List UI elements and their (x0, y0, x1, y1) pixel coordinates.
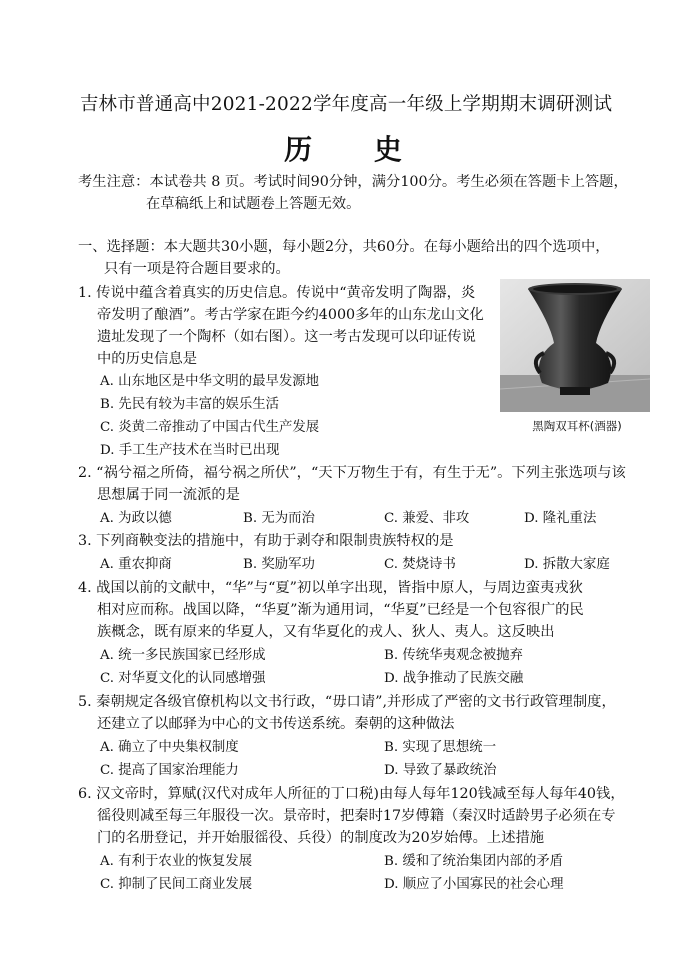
q2-stem-line: 思想属于同一流派的是 (97, 487, 240, 503)
q3-option-a: A. 重农抑商 (100, 557, 172, 572)
q1-stem-line: 中的历史信息是 (97, 351, 198, 367)
q3-option-d: D. 拆散大家庭 (524, 557, 610, 572)
q6-option-a: A. 有利于农业的恢复发展 (100, 854, 253, 869)
q2-option-a: A. 为政以德 (100, 511, 172, 526)
q6-stem-line: 徭役则减至每三年服役一次。景帝时，把秦时17岁傅籍（秦汉时适龄男子必须在专 (97, 808, 616, 824)
q1-option-a: A. 山东地区是中华文明的最早发源地 (100, 374, 320, 389)
subject-title: 历 史 (284, 133, 428, 166)
q6-option-d: D. 顺应了小国寡民的社会心理 (384, 877, 564, 892)
notice-line-2: 在草稿纸上和试题卷上答题无效。 (146, 196, 361, 212)
q5-option-b: B. 实现了思想统一 (384, 740, 497, 755)
q4-stem-line: 4. 战国以前的文献中，“华”与“夏”初以单字出现，皆指中原人，与周边蛮夷戎狄 (78, 580, 583, 596)
q5-option-c: C. 提高了国家治理能力 (100, 763, 239, 778)
q1-stem-line: 遗址发现了一个陶杯（如右图）。这一考古发现可以印证传说 (97, 329, 476, 345)
q1-stem-line: 1. 传说中蕴含着真实的历史信息。传说中“黄帝发明了陶器，炎 (78, 285, 476, 301)
q6-option-c: C. 抑制了民间工商业发展 (100, 877, 253, 892)
q2-option-d: D. 隆礼重法 (524, 511, 597, 526)
q6-stem-line: 门的名册登记，并开始服徭役、兵役）的制度改为20岁始傅。上述措施 (97, 830, 545, 846)
q5-stem-line: 5. 秦朝规定各级官僚机构以文书行政，“毋口请”,并形成了严密的文书行政管理制度， (78, 694, 616, 710)
q3-stem-line: 3. 下列商鞅变法的措施中，有助于剥夺和限制贵族特权的是 (78, 533, 454, 549)
q2-option-b: B. 无为而治 (243, 511, 315, 526)
q1-stem-line: 帝发明了酿酒”。考古学家在距今约4000多年的山东龙山文化 (97, 307, 484, 323)
notice-line-1: 考生注意：本试卷共 8 页。考试时间90分钟，满分100分。考生必须在答题卡上答题， (78, 174, 628, 190)
q4-option-c: C. 对华夏文化的认同感增强 (100, 671, 266, 686)
q1-option-d: D. 手工生产技术在当时已出现 (100, 443, 280, 458)
pottery-cup-photo (500, 279, 650, 412)
q6-option-b: B. 缓和了统治集团内部的矛盾 (384, 854, 564, 869)
q4-option-b: B. 传统华夷观念被抛弃 (384, 648, 523, 663)
q1-option-b: B. 先民有较为丰富的娱乐生活 (100, 397, 280, 412)
q5-stem-line: 还建立了以邮驿为中心的文书传送系统。秦朝的这种做法 (97, 716, 455, 732)
q4-option-a: A. 统一多民族国家已经形成 (100, 648, 266, 663)
section-line-2: 只有一项是符合题目要求的。 (104, 261, 290, 277)
q2-stem-line: 2. “祸兮福之所倚，福兮祸之所伏”，“天下万物生于有，有生于无”。下列主张选项与该 (78, 465, 626, 481)
q3-option-c: C. 焚烧诗书 (384, 557, 456, 572)
q5-option-d: D. 导致了暴政统治 (384, 763, 497, 778)
exam-title: 吉林市普通高中2021-2022学年度高一年级上学期期末调研测试 (79, 94, 613, 115)
q5-option-a: A. 确立了中央集权制度 (100, 740, 239, 755)
q4-stem-line: 族概念，既有原来的华夏人，又有华夏化的戎人、狄人、夷人。这反映出 (97, 624, 555, 640)
q4-option-d: D. 战争推动了民族交融 (384, 671, 524, 686)
section-line-1: 一、选择题：本大题共30小题，每小题2分，共60分。在每小题给出的四个选项中， (78, 239, 610, 255)
pottery-cup-image (500, 279, 650, 412)
figure-caption: 黑陶双耳杯(酒器) (532, 419, 622, 433)
q3-option-b: B. 奖励军功 (243, 557, 315, 572)
q1-option-c: C. 炎黄二帝推动了中国古代生产发展 (100, 420, 320, 435)
q4-stem-line: 相对应而称。战国以降，“华夏”渐为通用词，“华夏”已经是一个包容很广的民 (97, 602, 584, 618)
q2-option-c: C. 兼爱、非攻 (384, 511, 470, 526)
q6-stem-line: 6. 汉文帝时，算赋(汉代对成年人所征的丁口税)由每人每年120钱减至每人每年40钱， (78, 786, 625, 802)
